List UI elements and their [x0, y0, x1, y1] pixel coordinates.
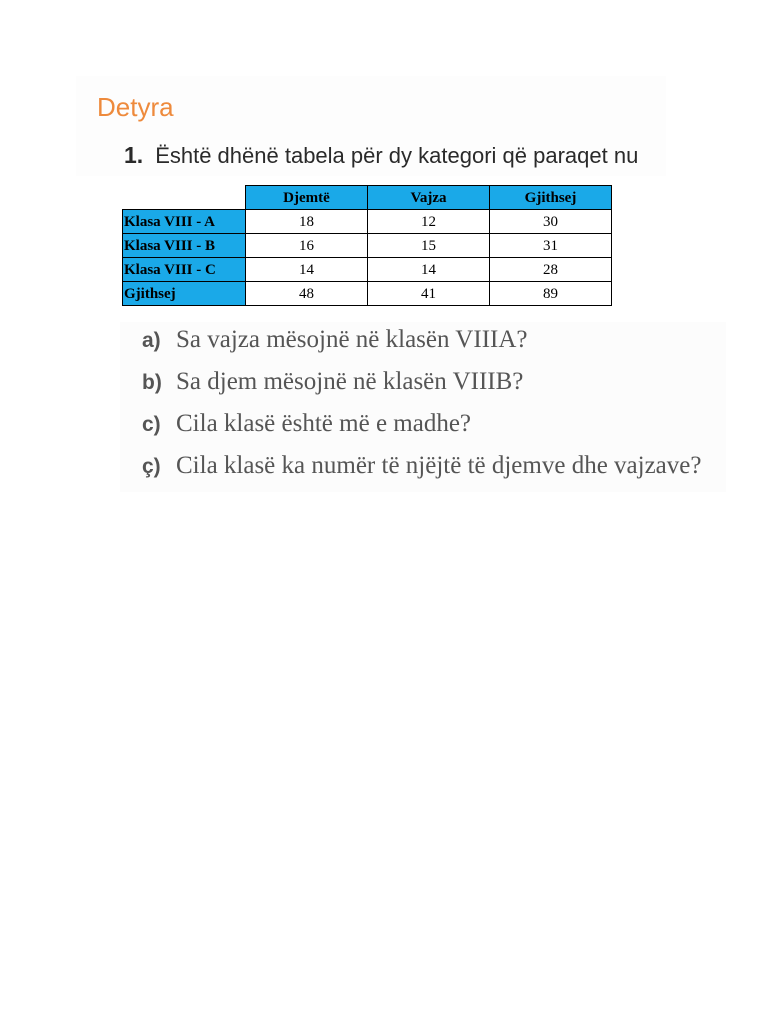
table-cell: 30 — [490, 210, 612, 234]
table-cell: 28 — [490, 258, 612, 282]
task-text: Është dhënë tabela për dy kategori që paraqet nu — [155, 143, 639, 168]
table-cell: 18 — [246, 210, 368, 234]
section-title: Detyra — [97, 92, 174, 122]
question-letter: ç) — [142, 455, 161, 478]
table-cell: 14 — [368, 258, 490, 282]
question-text: Sa vajza mësojnë në klasën VIIIA? — [176, 326, 528, 353]
question-letter: b) — [142, 371, 162, 394]
table-cell: 14 — [246, 258, 368, 282]
column-header: Djemtë — [246, 186, 368, 210]
question-text: Sa djem mësojnë në klasën VIIIB? — [176, 368, 524, 395]
row-header: Klasa VIII - B — [123, 234, 246, 258]
question-c-cedilla — [142, 452, 701, 480]
question-c — [142, 410, 471, 438]
question-text: Cila klasë ka numër të njëjtë të djemve dhe vajzave? — [176, 452, 702, 479]
table-cell: 16 — [246, 234, 368, 258]
table-row — [123, 210, 612, 234]
question-text: Cila klasë është më e madhe? — [176, 410, 472, 437]
row-header: Gjithsej — [123, 282, 246, 306]
table-row — [123, 234, 612, 258]
table-corner-cell — [123, 186, 246, 210]
question-letter: c) — [142, 413, 161, 436]
table-cell: 31 — [490, 234, 612, 258]
table-cell: 15 — [368, 234, 490, 258]
table-header-row — [123, 186, 612, 210]
table-row — [123, 282, 612, 306]
table-cell: 12 — [368, 210, 490, 234]
row-header: Klasa VIII - C — [123, 258, 246, 282]
question-letter: a) — [142, 329, 161, 352]
class-table — [122, 185, 612, 306]
row-header: Klasa VIII - A — [123, 210, 246, 234]
question-b — [142, 368, 523, 396]
column-header: Gjithsej — [490, 186, 612, 210]
table-row — [123, 258, 612, 282]
task-number: 1. — [124, 142, 144, 168]
column-header: Vajza — [368, 186, 490, 210]
question-a — [142, 326, 528, 354]
table-cell: 48 — [246, 282, 368, 306]
table-cell: 89 — [490, 282, 612, 306]
table-cell: 41 — [368, 282, 490, 306]
task-statement — [124, 142, 638, 169]
